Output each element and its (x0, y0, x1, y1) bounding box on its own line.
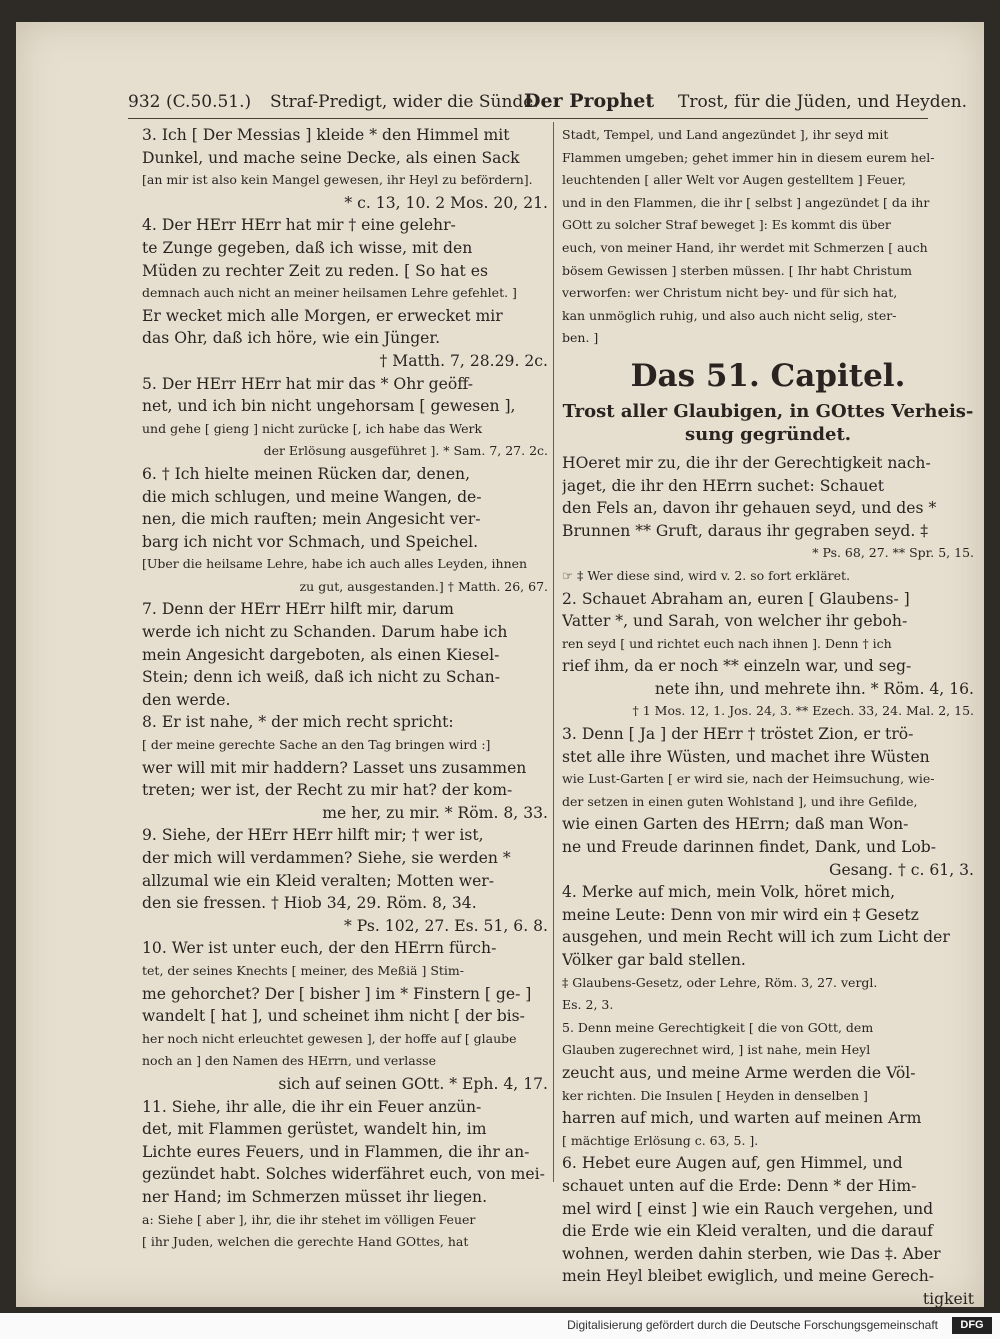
text-line: [ ihr Juden, welchen die gerechte Hand GOttes, hat (142, 1234, 469, 1250)
text-line: ren seyd [ und richtet euch nach ihnen ]. Denn † ich (562, 635, 892, 651)
text-line: die Erde wie ein Kleid veralten, und die darauf (562, 1222, 933, 1241)
chapter-range: (C.50.51.) (166, 92, 252, 112)
text-line: wie einen Garten des HErrn; daß man Won- (562, 815, 909, 834)
text-line: GOtt zu solcher Straf beweget ]: Es kommt dis über (562, 217, 891, 233)
text-line: † 1 Mos. 12, 1. Jos. 24, 3. ** Ezech. 33, 24. Mal. 2, 15. (632, 703, 974, 719)
text-line: [an mir ist also kein Mangel gewesen, ihr Heyl zu befördern]. (142, 172, 533, 188)
text-line: verworfen: wer Christum nicht bey- und für sich hat, (562, 285, 898, 301)
text-line: 10. Wer ist unter euch, der den HErrn fürch- (142, 939, 497, 958)
text-line: Stein; denn ich weiß, daß ich nicht zu Schan- (142, 668, 500, 687)
text-line: Völker gar bald stellen. (562, 951, 746, 969)
text-line: gezündet habt. Solches widerfähret euch, von mei- (142, 1165, 545, 1184)
text-line: 3. Denn [ Ja ] der HErr † tröstet Zion, er trö- (562, 725, 914, 744)
text-line: 3. Ich [ Der Messias ] kleide * den Himmel mit (142, 126, 510, 144)
text-line: ☞ ‡ Wer diese sind, wird v. 2. so fort erkläret. (562, 567, 851, 583)
text-line: Gesang. † c. 61, 3. (829, 860, 974, 879)
text-line: ne und Freude darinnen findet, Dank, und Lob- (562, 838, 937, 857)
text-line: euch, von meiner Hand, ihr werdet mit Schmerzen [ auch (562, 239, 928, 255)
text-line: Brunnen ** Gruft, daraus ihr gegraben seyd. ‡ (562, 521, 929, 540)
text-line: ker richten. Die Insulen [ Heyden in denselben ] (562, 1087, 868, 1103)
text-line: wie Lust-Garten [ er wird sie, nach der Heimsuchung, wie- (562, 771, 935, 787)
text-line: zeucht aus, und meine Arme werden die Völ- (562, 1063, 916, 1082)
text-line: * c. 13, 10. 2 Mos. 20, 21. (344, 193, 548, 212)
text-line: Glauben zugerechnet wird, ] ist nahe, mein Heyl (562, 1042, 871, 1058)
text-line: leuchtenden [ aller Welt vor Augen gestelltem ] Feuer, (562, 172, 907, 188)
header-center-title: Der Prophet (524, 90, 655, 112)
text-line: det, mit Flammen gerüstet, wandelt hin, im (142, 1120, 487, 1139)
text-line: die mich schlugen, und meine Wangen, de- (142, 487, 482, 506)
text-line: stet alle ihre Wüsten, und machet ihre Wüsten (562, 747, 930, 766)
text-line: 8. Er ist nahe, * der mich recht spricht: (142, 713, 454, 732)
text-line: Müden zu rechter Zeit zu reden. [ So hat es (142, 261, 489, 280)
right-column (562, 124, 974, 1311)
text-line: 7. Denn der HErr HErr hilft mir, darum (142, 600, 454, 619)
text-line: jaget, die ihr den HErrn suchet: Schauet (562, 476, 885, 495)
text-line: † Matth. 7, 28.29. 2c. (379, 351, 548, 370)
text-line: das Ohr, daß ich höre, wie ein Jünger. (142, 329, 441, 348)
text-line: nete ihn, und mehrete ihn. * Röm. 4, 16. (654, 679, 974, 698)
text-line: und in den Flammen, die ihr [ selbst ] angezündet [ da ihr (562, 194, 930, 210)
text-line: 4. Der HErr HErr hat mir † eine gelehr- (142, 216, 456, 235)
text-line: Stadt, Tempel, und Land angezündet ], ihr seyd mit (562, 127, 889, 142)
text-line: barg ich nicht vor Schmach, und Speichel. (142, 532, 479, 551)
text-line: ‡ Glaubens-Gesetz, oder Lehre, Röm. 3, 27. vergl. (562, 974, 878, 990)
text-line: Vatter *, und Sarah, von welcher ihr geboh- (562, 612, 908, 631)
footer-bar (0, 1313, 1000, 1339)
text-line: Es. 2, 3. (562, 997, 614, 1013)
text-line: ner Hand; im Schmerzen müsset ihr liegen. (142, 1187, 488, 1206)
text-line: 11. Siehe, ihr alle, die ihr ein Feuer anzün- (142, 1097, 482, 1116)
text-line: me her, zu mir. * Röm. 8, 33. (322, 803, 548, 822)
text-line: * Ps. 102, 27. Es. 51, 6. 8. (344, 916, 548, 935)
text-line: allzumal wie ein Kleid veralten; Motten wer- (142, 871, 495, 890)
text-line: [ der meine gerechte Sache an den Tag bringen wird :] (142, 737, 491, 753)
header-right-title: Trost, für die Jüden, und Heyden. (678, 92, 968, 112)
text-line: 6. † Ich hielte meinen Rücken dar, denen, (142, 464, 471, 483)
text-line: Lichte eures Feuers, und in Flammen, die ihr an- (142, 1142, 530, 1161)
text-line: me gehorchet? Der [ bisher ] im * Finstern [ ge- ] (142, 984, 532, 1003)
text-line: der mich will verdammen? Siehe, sie werden * (142, 849, 511, 867)
text-line: [Uber die heilsame Lehre, habe ich auch alles Leyden, ihnen (142, 556, 528, 572)
text-line: harren auf mich, und warten auf meinen Arm (562, 1109, 922, 1128)
text-line: 5. Denn meine Gerechtigkeit [ die von GOtt, dem (562, 1019, 874, 1035)
text-line: 9. Siehe, der HErr HErr hilft mir; † wer ist, (142, 826, 484, 845)
text-line: den sie fressen. † Hiob 34, 29. Röm. 8, 34. (142, 894, 477, 913)
text-line: treten; wer ist, der Recht zu mir hat? der kom- (142, 781, 513, 800)
text-line: net, und ich bin nicht ungehorsam [ gewesen ], (142, 397, 516, 416)
chapter-text (562, 452, 974, 1311)
text-line: * Ps. 68, 27. ** Spr. 5, 15. (812, 545, 974, 561)
text-line: den Fels an, davon ihr gehauen seyd, und des * (562, 499, 937, 518)
text-line: sich auf seinen GOtt. * Eph. 4, 17. (278, 1074, 548, 1093)
text-line: nen, die mich rauften; mein Angesicht ver- (142, 510, 481, 529)
header-left-title: Straf-Predigt, wider die Sünde. (270, 92, 539, 112)
right-column-continuation (562, 124, 974, 350)
text-line: bösem Gewissen ] sterben müssen. [ Ihr habt Christum (562, 262, 912, 278)
text-line: mel wird [ einst ] wie ein Rauch vergehen, und (562, 1199, 934, 1218)
text-line: te Zunge gegeben, daß ich wisse, mit den (142, 238, 473, 257)
text-line: HOeret mir zu, die ihr der Gerechtigkeit nach- (562, 453, 931, 472)
running-header (128, 90, 968, 118)
text-line: werde ich nicht zu Schanden. Darum habe ich (142, 623, 508, 642)
text-line: rief ihm, da er noch ** einzeln war, und seg- (562, 657, 912, 676)
text-line: und gehe [ gieng ] nicht zurücke [, ich habe das Werk (142, 420, 483, 436)
text-line: zu gut, ausgestanden.] † Matth. 26, 67. (299, 578, 548, 594)
column-divider (553, 122, 554, 1182)
text-line: mein Heyl bleibet ewiglich, und meine Gerech- (562, 1267, 935, 1286)
text-line: kan unmöglich ruhig, und also auch nicht selig, ster- (562, 307, 897, 323)
text-line: Er wecket mich alle Morgen, er erwecket mir (142, 306, 503, 325)
text-line: schauet unten auf die Erde: Denn * der Him- (562, 1176, 917, 1195)
text-line: den werde. (142, 690, 231, 709)
text-line: tigkeit (922, 1289, 974, 1308)
text-line: mein Angesicht dargeboten, als einen Kiesel- (142, 645, 500, 664)
text-line: demnach auch nicht an meiner heilsamen Lehre gefehlet. ] (142, 285, 517, 301)
left-column (142, 124, 548, 1254)
text-line: her noch nicht erleuchtet gewesen ], der hoffe auf [ glaube (142, 1030, 517, 1046)
text-line: ausgehen, und mein Recht will ich zum Licht der (562, 928, 950, 947)
chapter-summary-line-1: Trost aller Glaubigen, in GOttes Verheis- (562, 400, 974, 422)
text-line: wandelt [ hat ], und scheinet ihm nicht [ der bis- (142, 1007, 525, 1026)
chapter-title: Das 51. Capitel. (630, 357, 906, 394)
funding-notice: Digitalisierung gefördert durch die Deutsche Forschungsgemeinschaft (567, 1318, 938, 1332)
text-line: wohnen, werden dahin sterben, wie Das ‡. Aber (562, 1244, 941, 1263)
text-line: a: Siehe [ aber ], ihr, die ihr stehet im völligen Feuer (142, 1211, 476, 1227)
chapter-summary-line-2: sung gegründet. (684, 423, 852, 445)
text-line: wer will mit mir haddern? Lasset uns zusammen (142, 758, 527, 777)
text-line: der Erlösung ausgeführet ]. * Sam. 7, 27. 2c. (263, 443, 548, 459)
text-line: 5. Der HErr HErr hat mir das * Ohr geöff- (142, 374, 474, 393)
header-rule (128, 118, 928, 119)
text-line: 4. Merke auf mich, mein Volk, höret mich, (562, 883, 896, 902)
text-line: Flammen umgeben; gehet immer hin in diesem eurem hel- (562, 149, 935, 165)
text-line: Dunkel, und mache seine Decke, als einen Sack (142, 148, 520, 167)
text-line: ben. ] (562, 330, 599, 346)
text-line: 6. Hebet eure Augen auf, gen Himmel, und (562, 1154, 903, 1173)
text-line: noch an ] den Namen des HErrn, und verlasse (142, 1053, 436, 1069)
dfg-logo: DFG (952, 1317, 992, 1334)
text-line: der setzen in einen guten Wohlstand ], und ihre Gefilde, (562, 793, 918, 809)
text-line: meine Leute: Denn von mir wird ein ‡ Gesetz (562, 905, 919, 924)
text-line: [ mächtige Erlösung c. 63, 5. ]. (562, 1132, 759, 1148)
text-line: tet, der seines Knechts [ meiner, des Meßiä ] Stim- (142, 962, 464, 978)
page-number: 932 (128, 92, 161, 112)
text-line: 2. Schauet Abraham an, euren [ Glaubens- ] (562, 589, 910, 608)
